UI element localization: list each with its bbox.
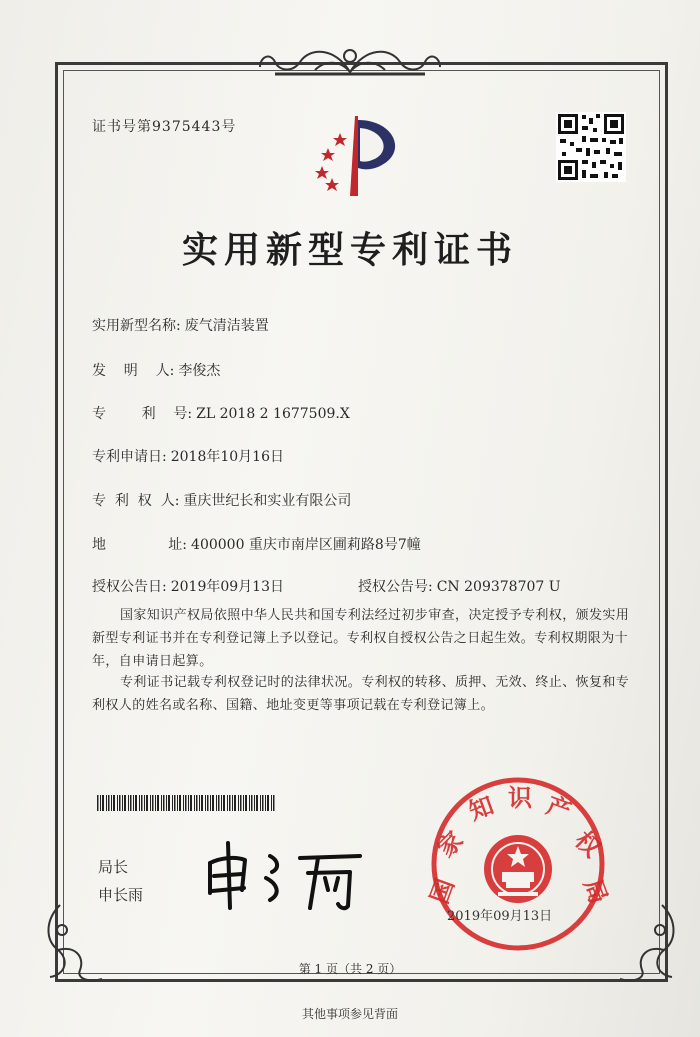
grant-date-row [92,576,284,596]
grant-date-label: 授权公告日: [92,579,167,595]
director-name: 申长雨 [98,886,144,904]
filing-date-value: 2018年10月16日 [170,449,284,465]
filing-date-row [92,446,284,466]
filing-date-label: 专利申请日: [92,449,167,465]
grant-number-label: 授权公告号: [358,579,433,595]
patent-number-label: 专 利 号: [92,406,193,422]
address-row [92,534,421,554]
patent-number-row [92,403,350,423]
address-label: 地 址: [92,537,188,553]
legal-status-paragraph: 专利证书记载专利权登记时的法律状况。专利权的转移、质押、无效、终止、恢复和专利权人的姓名或名称、国籍、地址变更等事项记载在专利登记簿上。 [92,675,630,713]
director-title: 局长 [98,858,129,876]
qr-code [556,112,626,182]
certificate-title: 实用新型专利证书 [181,229,518,271]
svg-text:识: 识 [508,783,532,812]
svg-text:国: 国 [424,874,460,908]
inventor-label: 发 明 人: [92,363,175,379]
utility-model-name-row [92,315,269,335]
utility-model-name-value: 废气清洁装置 [184,318,269,334]
svg-text:权: 权 [569,825,607,863]
address-value: 400000 重庆市南岸区圃莉路8号7幢 [191,537,421,553]
grant-date-value: 2019年09月13日 [170,579,284,595]
official-seal [424,774,614,954]
svg-text:知: 知 [464,790,498,826]
cnipa-logo [300,108,410,198]
grant-statement-paragraph: 国家知识产权局依照中华人民共和国专利法经过初步审查，决定授予专利权，颁发实用新型专利证书并在专利登记簿上予以登记。专利权自授权公告之日起生效。专利权期限为十年，自申请日起算。 [92,608,630,669]
footer-note: 其他事项参见背面 [301,1007,398,1021]
svg-text:家: 家 [431,825,469,863]
svg-text:局: 局 [578,874,614,908]
top-ornament [255,42,445,82]
page-number: 第 1 页（共 2 页） [298,962,402,976]
certificate-number: 证书号第9375443号 [92,119,237,135]
patentee-row [92,490,351,510]
director-signature [200,828,370,913]
grant-number-value: CN 209378707 U [436,579,561,595]
seal-date: 2019年09月13日 [447,909,553,924]
barcode [97,795,275,811]
grant-number-row [358,576,561,596]
patentee-label: 专 利 权 人: [92,493,180,509]
utility-model-name-label: 实用新型名称: [92,318,181,334]
patentee-value: 重庆世纪长和实业有限公司 [183,493,352,509]
inventor-row [92,360,220,380]
svg-text:产: 产 [542,790,576,826]
patent-number-value: ZL 2018 2 1677509.X [196,406,350,422]
inventor-value: 李俊杰 [178,363,221,379]
